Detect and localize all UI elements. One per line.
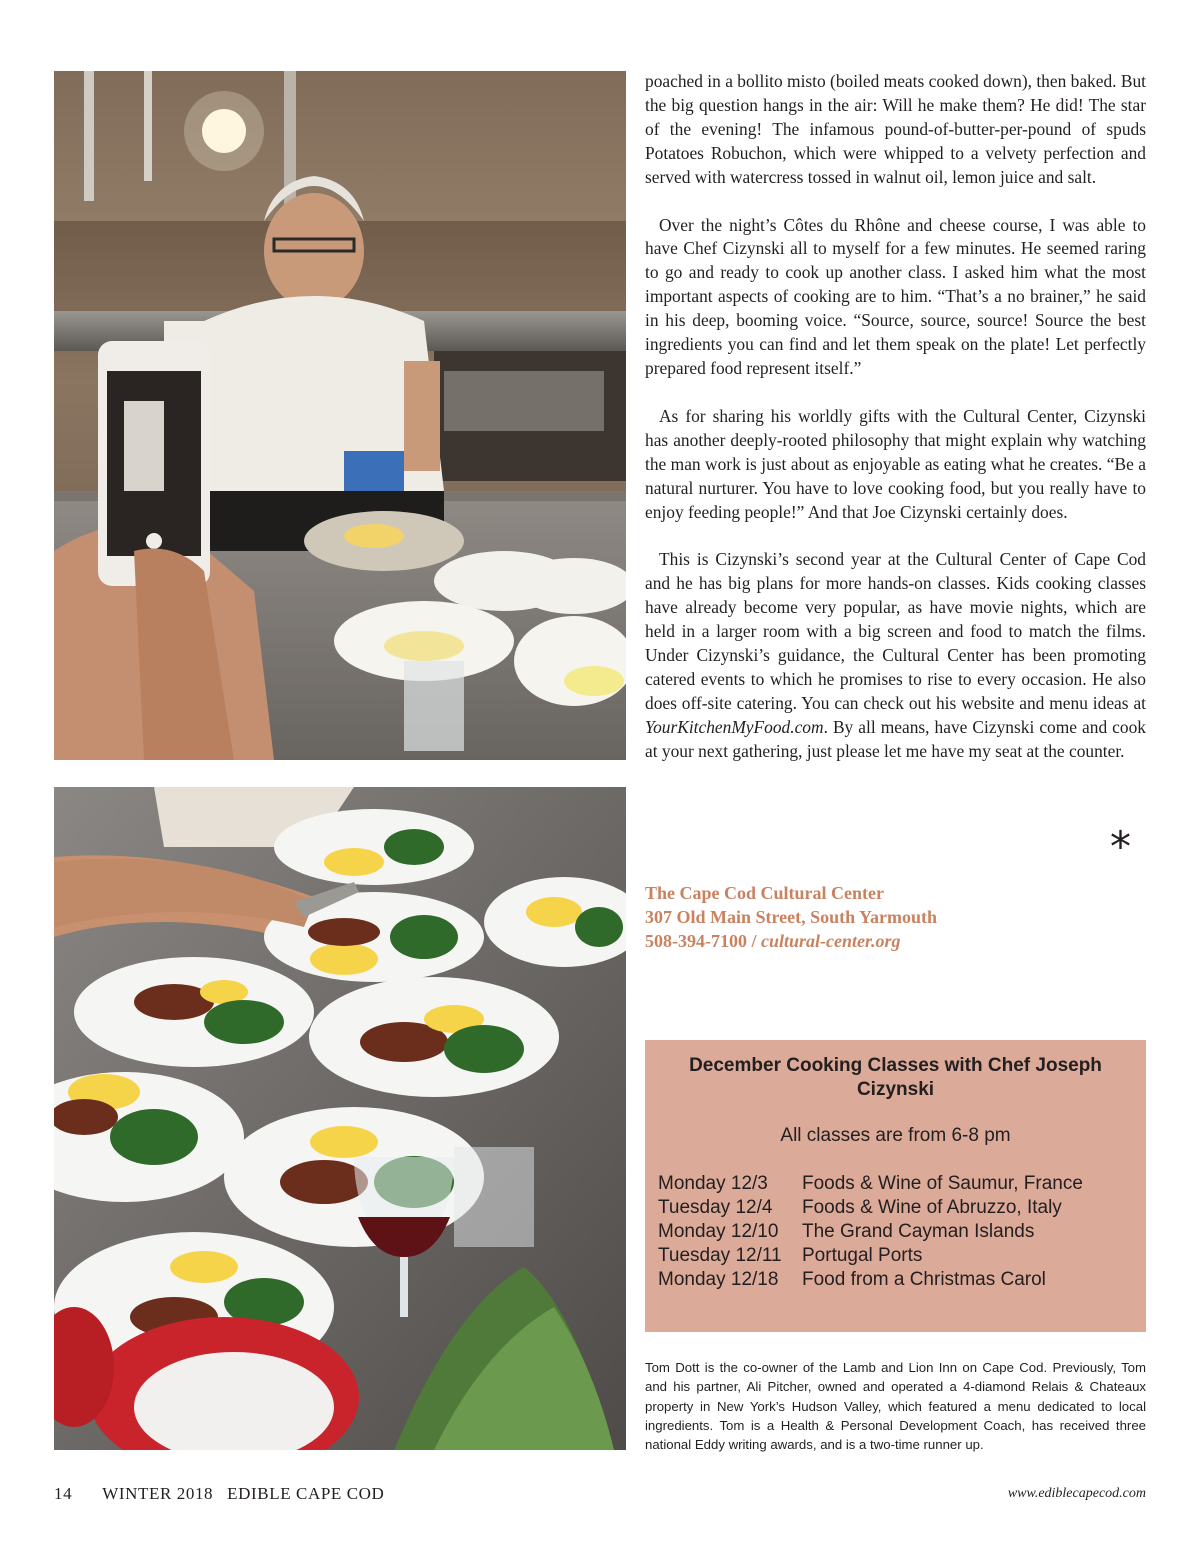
end-mark-icon: * bbox=[1110, 822, 1131, 871]
article-text: . By all means, have Cizynski come and cook at your next gathering, just please let me have my seat at the counter. bbox=[645, 716, 1146, 761]
sidebar-title: December Cooking Classes with Chef Joseph Cizynski bbox=[689, 1055, 1102, 1100]
venue-contact bbox=[645, 881, 1146, 953]
issue-label: WINTER 2018 bbox=[102, 1484, 214, 1503]
plated-quail-photo bbox=[54, 787, 626, 1450]
class-row bbox=[658, 1172, 1083, 1196]
magazine-url-link[interactable]: www.ediblecapecod.com bbox=[1007, 1486, 1146, 1501]
class-date: Monday 12/3 bbox=[658, 1173, 768, 1194]
venue-phone-line bbox=[645, 929, 1146, 953]
chef-kitchen-photo bbox=[54, 71, 626, 760]
article-text: This is Cizynski’s second year at the Cultural Center of Cape Cod and he has big plans for more hands-on classes. Kids cooking classes have already become very popular, as have movie nights, which are held in a larger room with a big screen and food to match the films. Under Cizynski’s guidance, the Cultural Center has been promoting catered events to which he promises to rise to every occasion. He also does off-site catering. You can check out his website and menu ideas at bbox=[645, 549, 1146, 713]
cooking-classes-sidebar bbox=[645, 1040, 1146, 1332]
author-bio: Tom Dott is the co-owner of the Lamb and Lion Inn on Cape Cod. Previously, Tom and his partner, Ali Pitcher, owned and operated a 4-diamond Relais & Chateaux property in New York’s Hudson Valley, which featured a menu dedicated to local ingredients. Tom is a Health & Personal Development Coach, has received three national Eddy writing awards, and is a two-time runner up. bbox=[645, 1360, 1146, 1453]
venue-website-link[interactable]: cultural-center.org bbox=[761, 931, 901, 951]
class-topic: The Grand Cayman Islands bbox=[802, 1221, 1035, 1242]
venue-phone: 508-394-7100 / bbox=[645, 931, 761, 951]
website-link[interactable]: YourKitchenMyFood.com bbox=[645, 716, 824, 737]
article-body bbox=[645, 70, 1146, 788]
class-topic: Foods & Wine of Abruzzo, Italy bbox=[802, 1197, 1062, 1218]
article-paragraph-final bbox=[645, 548, 1146, 763]
magazine-name: EDIBLE CAPE COD bbox=[227, 1484, 385, 1503]
class-row bbox=[658, 1244, 1083, 1268]
class-topic: Food from a Christmas Carol bbox=[802, 1269, 1046, 1290]
class-row bbox=[658, 1196, 1083, 1220]
page-footer bbox=[54, 1484, 414, 1504]
class-date: Tuesday 12/11 bbox=[658, 1245, 782, 1266]
class-topic: Foods & Wine of Saumur, France bbox=[802, 1173, 1083, 1194]
page-number: 14 bbox=[54, 1484, 73, 1503]
article-paragraph: As for sharing his worldly gifts with the Cultural Center, Cizynski has another deeply-rooted philosophy that might explain why watching the man work is just about as enjoyable as eating what he creates. “Be a natural nurturer. You have to love cooking food, but you really have to enjoy feeding people!” And that Joe Cizynski certainly does. bbox=[645, 405, 1146, 522]
class-date: Monday 12/10 bbox=[658, 1221, 779, 1242]
class-row bbox=[658, 1220, 1083, 1244]
class-topic: Portugal Ports bbox=[802, 1245, 923, 1266]
class-schedule bbox=[658, 1172, 1083, 1292]
class-date: Tuesday 12/4 bbox=[658, 1197, 773, 1218]
sidebar-note: All classes are from 6-8 pm bbox=[780, 1125, 1011, 1146]
class-date: Monday 12/18 bbox=[658, 1269, 779, 1290]
class-row bbox=[658, 1268, 1083, 1292]
venue-address: 307 Old Main Street, South Yarmouth bbox=[645, 907, 938, 927]
article-paragraph: Over the night’s Côtes du Rhône and cheese course, I was able to have Chef Cizynski all to myself for a few minutes. He seemed raring to go and ready to cook up another class. I asked him what the most important aspects of cooking are to him. “That’s a no brainer,” he said in his deep, booming voice. “Source, source, source! Source the best ingredients you can find and let them speak on the plate! Let perfectly prepared food represent itself.” bbox=[645, 214, 1146, 378]
article-paragraph: poached in a bollito misto (boiled meats cooked down), then baked. But the big question hangs in the air: Will he make them? He did! The star of the evening! The infamous pound-of-butter-per-pound of spuds Potatoes Robuchon, which were whipped to a velvety perfection and served with watercress tossed in walnut oil, lemon juice and salt. bbox=[645, 71, 1146, 187]
venue-name: The Cape Cod Cultural Center bbox=[645, 883, 884, 903]
